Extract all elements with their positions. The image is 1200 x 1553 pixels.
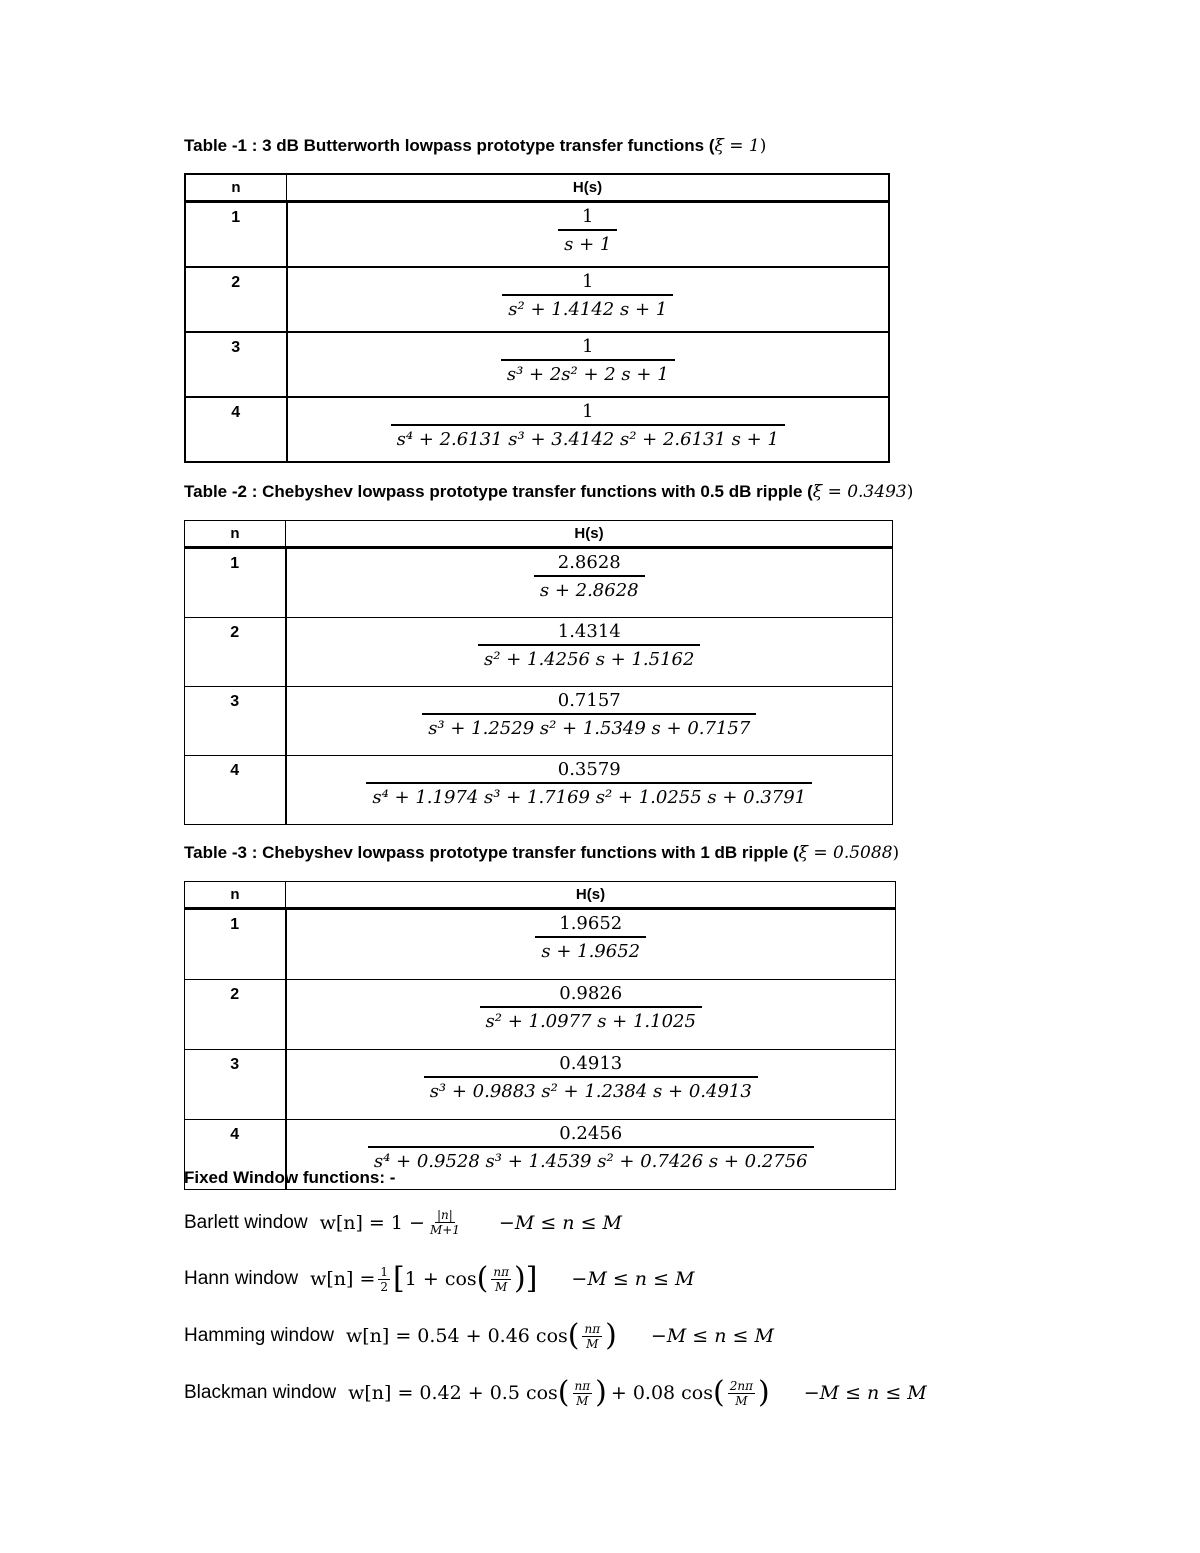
denominator: s⁴ + 0.9528 s³ + 1.4539 s² + 0.7426 s + 0.2756: [368, 1146, 814, 1175]
table-row: [185, 909, 896, 980]
transfer-function: [534, 551, 645, 604]
column-header-h: H(s): [286, 882, 896, 909]
denominator: s³ + 2s² + 2 s + 1: [501, 359, 675, 388]
table-row: [185, 756, 893, 825]
order-cell: 1: [185, 548, 286, 618]
denominator: s² + 1.4256 s + 1.5162: [478, 644, 700, 673]
table-row: [185, 687, 893, 756]
numerator: 1: [582, 336, 594, 357]
hann-window-formula: [184, 1261, 695, 1296]
denominator: s³ + 0.9883 s² + 1.2384 s + 0.4913: [424, 1076, 758, 1105]
transfer-function: [478, 620, 700, 673]
numerator: 0.9826: [559, 983, 623, 1004]
hamming-range: −M ≤ n ≤ M: [650, 1325, 774, 1347]
blackman-label: Blackman window: [184, 1382, 337, 1403]
table-row: [185, 980, 896, 1050]
half-fraction: $\frac{1}{2}$: [380, 1264, 389, 1294]
numerator: 0.7157: [557, 690, 621, 711]
chebyshev-05db-table: [184, 520, 893, 825]
denominator: s + 1.9652: [535, 936, 646, 965]
order-cell: 2: [185, 618, 286, 687]
order-cell: 4: [185, 397, 287, 462]
column-header-n: n: [185, 521, 286, 548]
order-cell: 4: [185, 1120, 286, 1190]
transfer-function: [535, 912, 646, 965]
hann-equation: w[n] = $\frac{1}{2}$ [ 1 + cos ( nπ M )]: [310, 1261, 538, 1296]
blackman-equation: w[n] = 0.42 + 0.5 cos ( nπ M ) + 0.08 cos ( 2nπ M ): [348, 1375, 770, 1410]
hamming-window-formula: [184, 1318, 774, 1353]
table3-caption: Table -3 : Chebyshev lowpass prototype transfer functions with 1 dB ripple (ξ = 0.5088): [184, 843, 900, 863]
table-row: [185, 202, 889, 268]
bartlett-fraction: $\frac{|n|}{M+1}$: [429, 1208, 460, 1237]
blackman-range: −M ≤ n ≤ M: [803, 1382, 927, 1404]
table2-caption: Table -2 : Chebyshev lowpass prototype transfer functions with 0.5 dB ripple (ξ = 0.3493): [184, 482, 914, 502]
table-row: [185, 332, 889, 397]
numerator: 1: [582, 206, 594, 227]
window-functions-title: Fixed Window functions: -: [184, 1168, 396, 1187]
order-cell: 2: [185, 267, 287, 332]
transfer-function: [502, 270, 673, 323]
order-cell: 3: [185, 687, 286, 756]
numerator: 0.3579: [557, 759, 621, 780]
numerator: 1.9652: [559, 913, 623, 934]
denominator: s² + 1.0977 s + 1.1025: [480, 1006, 702, 1035]
hann-label: Hann window: [184, 1268, 299, 1289]
hamming-equation: w[n] = 0.54 + 0.46 cos ( nπ M ): [345, 1318, 617, 1353]
bartlett-range: −M ≤ n ≤ M: [498, 1211, 622, 1234]
bartlett-equation: w[n] = 1 − $\frac{|n|}{M+1}$: [319, 1208, 460, 1237]
denominator: s + 1: [558, 229, 617, 258]
table-row: [185, 548, 893, 618]
table-row: [185, 1050, 896, 1120]
order-cell: 3: [185, 1050, 286, 1120]
transfer-function: [366, 758, 812, 811]
hann-range: −M ≤ n ≤ M: [571, 1268, 695, 1290]
column-header-n: n: [185, 174, 287, 202]
transfer-function: [422, 689, 756, 742]
transfer-function: [391, 400, 785, 453]
transfer-function: [368, 1122, 814, 1175]
table-row: [185, 397, 889, 462]
denominator: s⁴ + 1.1974 s³ + 1.7169 s² + 1.0255 s + 0.3791: [366, 782, 812, 811]
column-header-h: H(s): [286, 521, 893, 548]
numerator: 1.4314: [557, 621, 621, 642]
bartlett-window-formula: [184, 1208, 622, 1237]
numerator: 2.8628: [557, 552, 621, 573]
order-cell: 1: [185, 909, 286, 980]
hann-fraction: nπ M: [493, 1264, 509, 1294]
table1-caption: Table -1 : 3 dB Butterworth lowpass prototype transfer functions (ξ = 1): [184, 136, 767, 156]
transfer-function: [558, 205, 617, 258]
denominator: s⁴ + 2.6131 s³ + 3.4142 s² + 2.6131 s + 1: [391, 424, 785, 453]
column-header-h: H(s): [287, 174, 890, 202]
order-cell: 3: [185, 332, 287, 397]
blackman-window-formula: [184, 1375, 927, 1410]
blackman-fraction-1: nπ M: [574, 1378, 591, 1408]
hamming-fraction: nπ M: [584, 1321, 601, 1351]
transfer-function: [480, 982, 702, 1035]
order-cell: 4: [185, 756, 286, 825]
numerator: 1: [582, 401, 594, 422]
hamming-label: Hamming window: [184, 1325, 334, 1346]
column-header-n: n: [185, 882, 286, 909]
denominator: s³ + 1.2529 s² + 1.5349 s + 0.7157: [422, 713, 756, 742]
table-row: [185, 618, 893, 687]
chebyshev-1db-table: [184, 881, 896, 1190]
bartlett-label: Barlett window: [184, 1211, 308, 1233]
butterworth-table: [184, 173, 890, 463]
order-cell: 1: [185, 202, 287, 268]
table-row: [185, 267, 889, 332]
denominator: s² + 1.4142 s + 1: [502, 294, 673, 323]
blackman-fraction-2: 2nπ M: [729, 1378, 753, 1408]
numerator: 0.4913: [559, 1053, 623, 1074]
denominator: s + 2.8628: [534, 575, 645, 604]
numerator: 0.2456: [559, 1123, 623, 1144]
order-cell: 2: [185, 980, 286, 1050]
transfer-function: [424, 1052, 758, 1105]
transfer-function: [501, 335, 675, 388]
numerator: 1: [582, 271, 594, 292]
